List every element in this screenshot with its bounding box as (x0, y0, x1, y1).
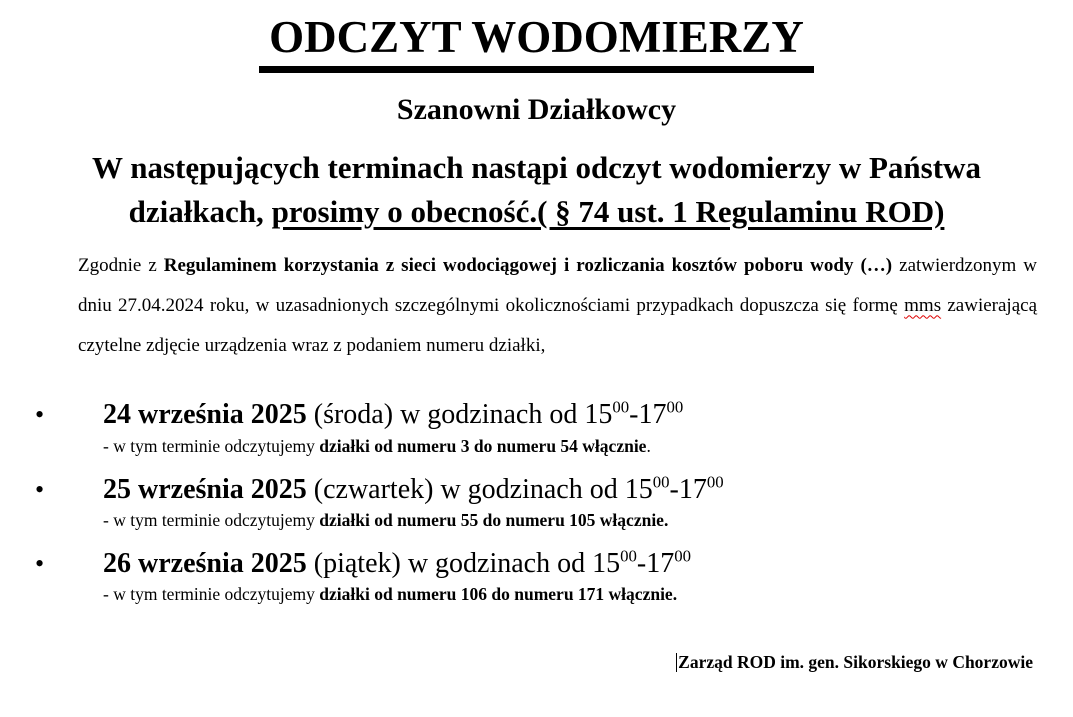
hours-superscript: 00 (666, 398, 684, 418)
heading-underlined-text: prosimy o obecność.( § 74 ust. 1 Regulaminu ROD) (271, 193, 945, 229)
plots-range-note (103, 510, 724, 532)
para-regulation-name: Regulaminem korzystania z sieci wodociągowej i rozliczania kosztów poboru wody (…) (163, 254, 893, 276)
signature-line (0, 652, 1073, 673)
hours-separator: -17 (669, 473, 707, 505)
note-suffix: . (646, 435, 651, 456)
date-line (103, 399, 683, 431)
para-continuation: zatwierdzonym w dniu 27.04.2024 roku, w uzasadnionych szczególnymi okolicznościami przypadkach dopuszcza się formę (78, 254, 1037, 316)
salutation: Szanowni Działkowcy (396, 92, 677, 126)
bullet-icon: • (35, 548, 45, 578)
note-range: działki od numeru 106 do numeru 171 włącznie. (319, 583, 678, 604)
bullet-icon: • (35, 400, 45, 430)
list-item-day-1 (35, 399, 1073, 457)
text-cursor-icon (676, 653, 677, 672)
list-item-body (103, 399, 683, 457)
date-text: 24 września 2025 (103, 399, 307, 431)
page-title (0, 12, 1073, 73)
note-prefix: - w tym terminie odczytujemy (103, 583, 320, 604)
para-ending: zawierającą czytelne zdjęcie urządzenia wraz z podaniem numeru działki, (78, 294, 1038, 356)
note-prefix: - w tym terminie odczytujemy (103, 435, 320, 456)
list-item-day-3 (35, 548, 1073, 606)
date-detail: (środa) w godzinach od 15 (306, 399, 613, 431)
hours-superscript: 00 (706, 472, 724, 492)
list-item-day-2 (35, 474, 1073, 532)
hours-separator: -17 (629, 399, 667, 431)
page-title-text: ODCZYT WODOMIERZY (259, 12, 814, 73)
plots-range-note (103, 436, 683, 458)
hours-superscript: 00 (612, 398, 630, 418)
date-text: 25 września 2025 (103, 473, 307, 505)
regulation-paragraph (78, 246, 1037, 366)
signature-text: Zarząd ROD im. gen. Sikorskiego w Chorzowie (678, 651, 1033, 672)
date-detail: (czwartek) w godzinach od 15 (306, 473, 653, 505)
date-line (103, 548, 691, 580)
announcement-heading (26, 146, 1047, 234)
date-line (103, 474, 724, 506)
hours-superscript: 00 (652, 472, 670, 492)
bullet-icon: • (35, 474, 45, 504)
note-range: działki od numeru 3 do numeru 54 włącznie (319, 435, 647, 456)
spellcheck-word: mms (904, 294, 942, 316)
list-item-body (103, 548, 691, 606)
heading-normal-text: W następujących terminach nastąpi odczyt wodomierzy w Państwa działkach, (92, 149, 981, 229)
reading-dates-list (0, 399, 1073, 605)
date-text: 26 września 2025 (103, 547, 307, 579)
hours-separator: -17 (636, 547, 675, 579)
hours-superscript: 00 (620, 546, 637, 566)
date-detail: (piątek) w godzinach od 15 (306, 547, 621, 579)
note-prefix: - w tym terminie odczytujemy (103, 509, 320, 530)
note-range: działki od numeru 55 do numeru 105 włącznie. (319, 509, 669, 530)
para-intro: Zgodnie z (78, 254, 164, 276)
plots-range-note (103, 584, 691, 606)
hours-superscript: 00 (674, 546, 692, 566)
list-item-body (103, 474, 724, 532)
